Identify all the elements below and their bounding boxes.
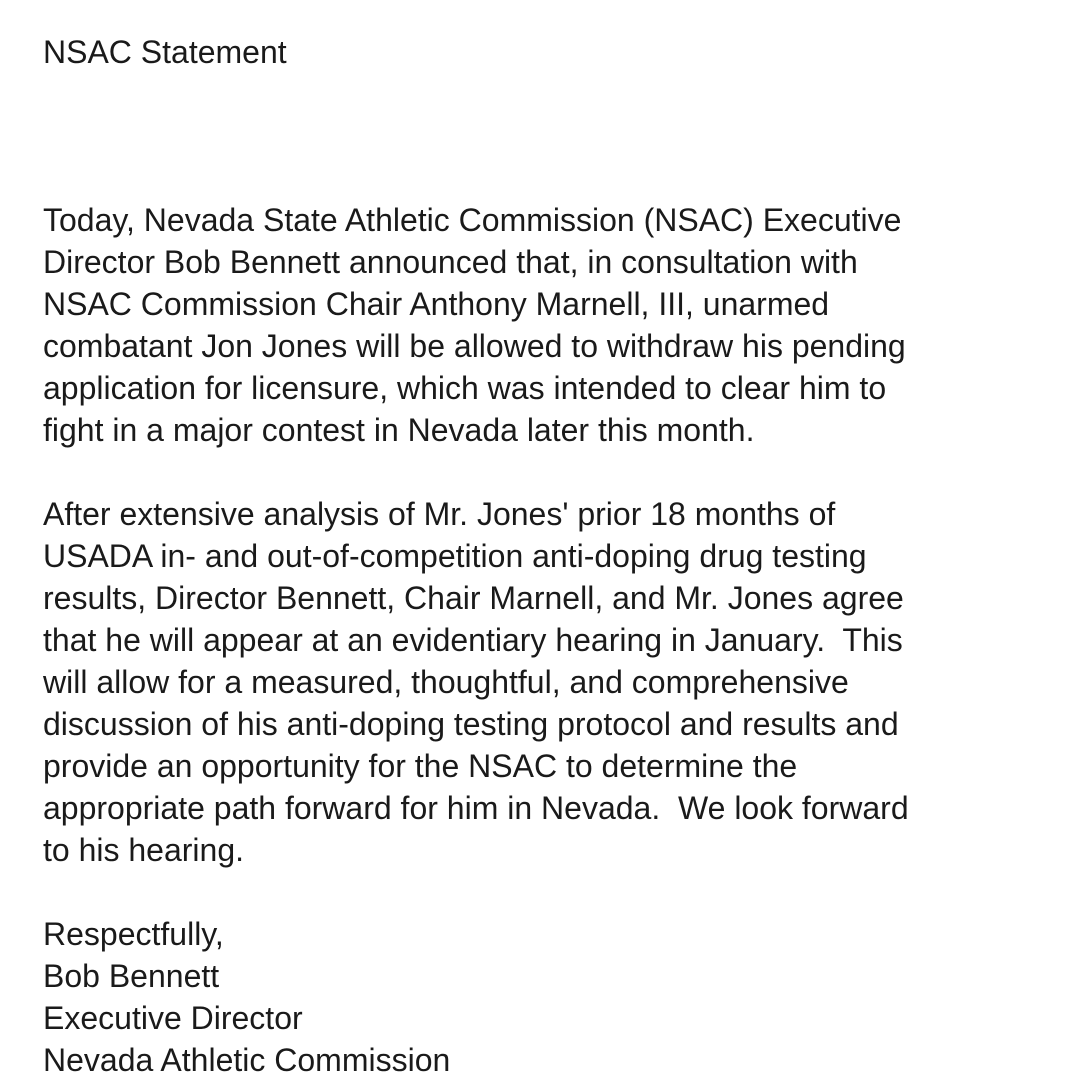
paragraph-spacer	[43, 871, 1063, 913]
paragraph-line: After extensive analysis of Mr. Jones' prior 18 months of	[43, 496, 836, 532]
signature-role: Executive Director	[43, 1000, 303, 1036]
title-spacer	[43, 73, 1063, 199]
statement-document	[43, 31, 1063, 1081]
paragraph-line: will allow for a measured, thoughtful, and comprehensive	[43, 664, 849, 700]
paragraph-line: that he will appear at an evidentiary hearing in January. This	[43, 622, 903, 658]
paragraph-line: application for licensure, which was intended to clear him to	[43, 370, 887, 406]
signature-closing: Respectfully,	[43, 916, 224, 952]
signature-name: Bob Bennett	[43, 958, 220, 994]
paragraph-line: to his hearing.	[43, 832, 245, 868]
paragraph-announcement	[43, 199, 1063, 451]
paragraph-line: fight in a major contest in Nevada later this month.	[43, 412, 755, 448]
paragraph-line: NSAC Commission Chair Anthony Marnell, III, unarmed	[43, 286, 830, 322]
paragraph-line: Director Bob Bennett announced that, in consultation with	[43, 244, 858, 280]
paragraph-spacer	[43, 451, 1063, 493]
paragraph-line: results, Director Bennett, Chair Marnell, and Mr. Jones agree	[43, 580, 904, 616]
paragraph-line: USADA in- and out-of-competition anti-doping drug testing	[43, 538, 867, 574]
statement-title: NSAC Statement	[43, 34, 287, 70]
paragraph-line: discussion of his anti-doping testing protocol and results and	[43, 706, 899, 742]
paragraph-line: Today, Nevada State Athletic Commission (NSAC) Executive	[43, 202, 902, 238]
paragraph-line: provide an opportunity for the NSAC to determine the	[43, 748, 798, 784]
signature-block	[43, 913, 1063, 1081]
paragraph-line: combatant Jon Jones will be allowed to withdraw his pending	[43, 328, 906, 364]
signature-organization: Nevada Athletic Commission	[43, 1042, 451, 1078]
paragraph-analysis	[43, 493, 1063, 871]
paragraph-line: appropriate path forward for him in Nevada. We look forward	[43, 790, 909, 826]
